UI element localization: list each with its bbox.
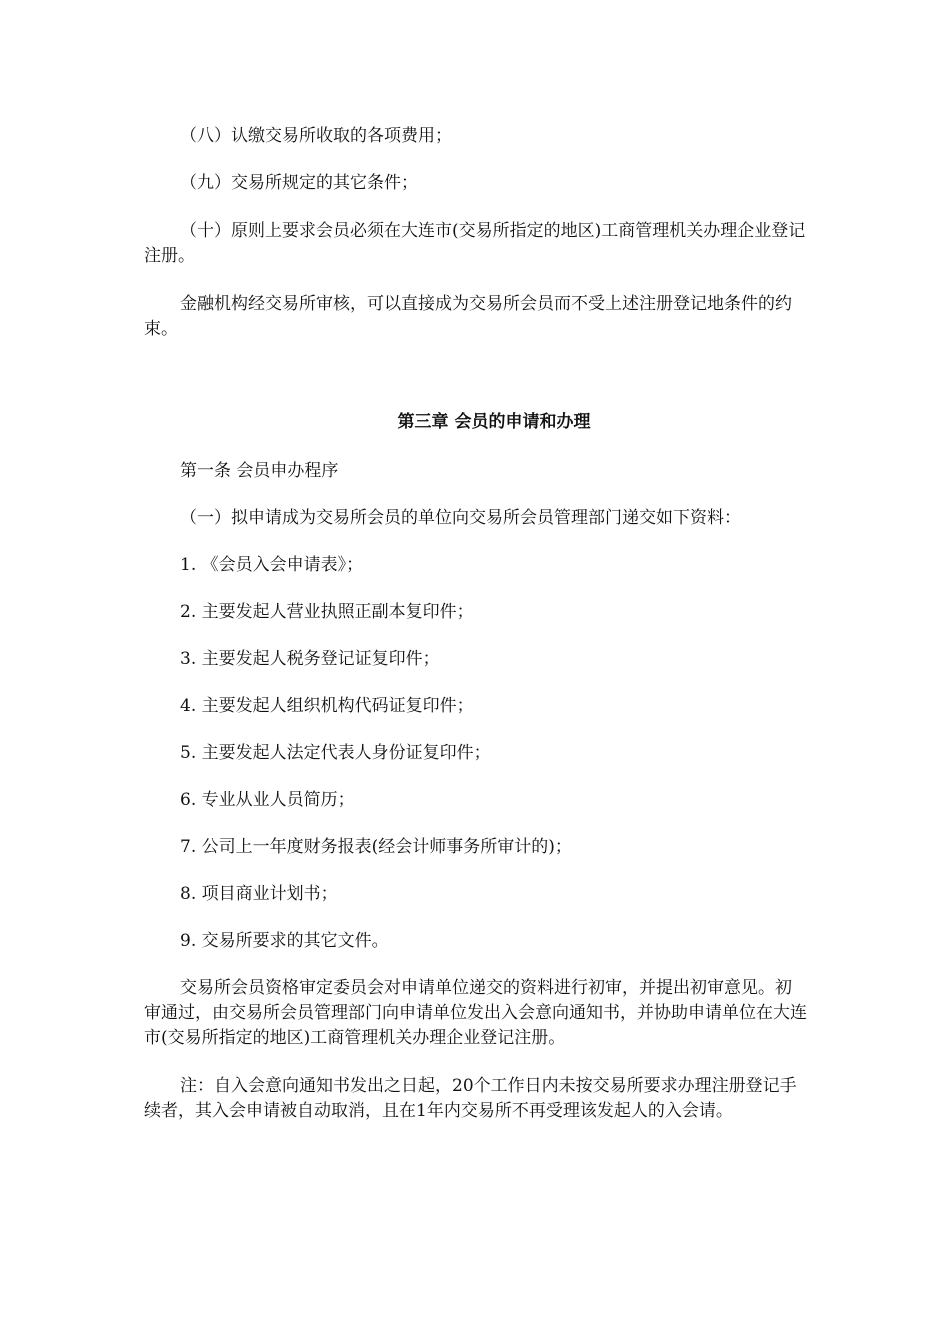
clause-nine: （九）交易所规定的其它条件； bbox=[180, 173, 418, 193]
material-item: 4. 主要发起人组织机构代码证复印件； bbox=[180, 696, 474, 716]
material-item: 3. 主要发起人税务登记证复印件； bbox=[180, 649, 440, 669]
material-item: 8. 项目商业计划书； bbox=[180, 884, 338, 904]
clause-eight: （八）认缴交易所收取的各项费用； bbox=[180, 126, 452, 146]
financial-institution-note: 金融机构经交易所审核，可以直接成为交易所会员而不受上述注册登记地条件的约束。 bbox=[144, 294, 792, 339]
article-title: 第一条 会员申办程序 bbox=[180, 461, 339, 481]
material-item: 2. 主要发起人营业执照正副本复印件； bbox=[180, 602, 474, 622]
chapter-title: 第三章 会员的申请和办理 bbox=[397, 412, 591, 432]
material-item: 1. 《会员入会申请表》； bbox=[180, 555, 364, 575]
material-item: 9. 交易所要求的其它文件。 bbox=[180, 931, 389, 951]
material-item: 7. 公司上一年度财务报表(经会计师事务所审计的)； bbox=[180, 837, 572, 857]
note-paragraph: 注：自入会意向通知书发出之日起，20个工作日内未按交易所要求办理注册登记手续者，其入会申请被自动取消，且在1年内交易所不再受理该发起人的入会请。 bbox=[144, 1076, 797, 1121]
clause-one: （一）拟申请成为交易所会员的单位向交易所会员管理部门递交如下资料： bbox=[180, 508, 741, 528]
material-item: 6. 专业从业人员简历； bbox=[180, 790, 355, 810]
material-item: 5. 主要发起人法定代表人身份证复印件； bbox=[180, 743, 491, 763]
review-paragraph: 交易所会员资格审定委员会对申请单位递交的资料进行初审，并提出初审意见。初审通过，由交易所会员管理部门向申请单位发出入会意向通知书，并协助申请单位在大连市(交易所指定的地区)工商管理机关办理企业登记注册。 bbox=[144, 978, 807, 1048]
clause-ten: （十）原则上要求会员必须在大连市(交易所指定的地区)工商管理机关办理企业登记注册。 bbox=[144, 221, 806, 266]
